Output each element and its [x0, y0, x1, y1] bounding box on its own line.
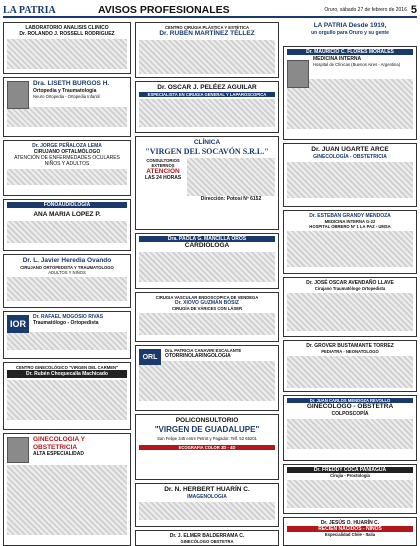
ad-doctor: Dr. L. Javier Heredia Ovando	[22, 257, 112, 264]
clinic-name: "VIRGEN DE GUADALUPE"	[154, 424, 260, 434]
ad-hospital: HOSPITAL OBRERO Nº 1 LA PAZ - UMSA	[309, 224, 391, 229]
ad-text-block	[139, 361, 275, 401]
ad-choquecalla	[3, 362, 131, 430]
ad-bustamante	[283, 340, 417, 392]
ad-policonsultorio	[135, 414, 279, 480]
ad-doctor: Dr. FREDDY COCA PANIAGUA	[287, 467, 413, 473]
ad-doctor: Dr. RUBÉN MARTÍNEZ TÉLLEZ	[159, 30, 255, 37]
ad-text-block	[7, 277, 127, 301]
ad-specialty: ESPECIALISTA EN CIRUGIA GENERAL Y LAPAROSCOPICA	[139, 92, 275, 97]
page-header	[3, 4, 417, 18]
ad-flores	[283, 46, 417, 140]
ad-revollo	[283, 395, 417, 461]
ad-text-block	[287, 356, 413, 388]
ad-penaloza	[3, 140, 131, 196]
ad-text-block	[287, 419, 413, 449]
ad-doctor: Dr. OSCAR J. PELÉEZ AGUILAR	[157, 84, 257, 91]
ad-ginecologia	[3, 433, 131, 546]
ad-specialty: GINECÓLOGO - OBSTETRA	[306, 403, 394, 410]
ad-text-block	[7, 332, 127, 350]
banner-line-2: un orgullo para Oruro y su gente	[311, 29, 389, 36]
ad-title: CIRUGIA VASCULAR ENDOSCOPICA DE VENDEGA	[155, 295, 259, 300]
ad-doctor: Dr. ESTEBAN GRANDY MENDOZA	[309, 213, 391, 219]
ad-title: POLICONSULTORIO	[175, 417, 239, 424]
ad-doctor: Dra. PATRICIA CANAVIRI ESCALANTE	[165, 348, 242, 353]
ad-specialty: GINECOLOGÍA - OBSTETRICIA	[313, 153, 387, 160]
ad-text-block	[287, 293, 413, 331]
ad-subspecialty: Neuro Ortopedia - Ortopedia Infantil	[33, 93, 100, 99]
ad-specialty: Cirujano Traumatólogo Ortopedista	[314, 286, 386, 291]
ad-text-block	[7, 221, 127, 243]
ad-laboratorio	[3, 22, 131, 74]
ad-ugarte	[283, 143, 417, 207]
ad-text-block	[7, 380, 127, 420]
ad-subspecialty: COLPOSCOPÍA	[331, 410, 369, 417]
ad-orl	[135, 345, 279, 411]
ad-subspecialty: ADULTOS Y NIÑOS	[48, 269, 86, 275]
ad-specialty: RECIÉN NACIDOS - NIÑOS	[287, 526, 413, 532]
clinic-label: CLÍNICA	[193, 139, 221, 146]
ad-specialty: Cirujía - Proctología	[330, 473, 370, 478]
ad-specialty: MEDICINA INTERNA	[313, 56, 362, 62]
ad-grandy	[283, 210, 417, 274]
ad-hospital: Hospital de Clínicas (Buenos Aires - Argentina)	[313, 62, 401, 67]
ad-subtitle: ALTA ESPECIALIDAD	[33, 451, 85, 457]
ad-description: ATENCIÓN DE ENFERMEDADES OCULARES NIÑOS Y ADULTOS	[14, 155, 120, 167]
ad-huarin-imagen	[135, 483, 279, 527]
ad-doctor: Dr. ROLANDO J. ROSSELL RODRIGUEZ	[19, 31, 115, 37]
doctor-photo	[287, 60, 309, 88]
ad-specialty: IMAGENOLOGIA	[187, 493, 227, 500]
ad-specialty: MEDICINA INTERNA G-22	[324, 219, 376, 224]
ad-clinica-socavon	[135, 136, 279, 230]
ad-plastica	[135, 22, 279, 78]
section-title: AVISOS PROFESIONALES	[98, 4, 230, 16]
banner-line-1: LA PATRIA Desde 1919,	[313, 22, 387, 29]
ad-text-block	[287, 480, 413, 508]
ior-logo: IOR	[7, 315, 29, 333]
ad-specialty: GINECÓLOGO OBSTETRA	[180, 539, 234, 544]
ad-doctor: Dr. Rubén Choquecalla Machicado	[7, 370, 127, 378]
ad-doctor: Dra. PAOLA G. MANCILLA OROS	[139, 236, 275, 242]
ad-text-block	[287, 162, 413, 198]
ad-doctor: Dr. JUAN CARLOS MENDOZA REVOLLO	[287, 398, 413, 403]
ad-subspecialty: Especialidad Chile - Italia	[324, 532, 376, 537]
ad-specialty: Traumatólogo - Ortopedista	[33, 320, 99, 326]
clinic-attention: ATENCIÓN	[146, 167, 180, 175]
ad-avendano	[283, 277, 417, 337]
ad-specialty: CARDIOLOGA	[184, 242, 230, 249]
clinic-name: "VIRGEN DEL SOCAVÓN S.R.L."	[145, 146, 269, 156]
ad-specialty: Ortopedia y Traumatología	[33, 87, 97, 94]
ad-title: CENTRO GINECOLÓGICO "VIRGEN DEL CARMEN"	[15, 365, 119, 370]
banner-la-patria	[283, 22, 417, 44]
ad-doctor: Dr. RAFAEL MOGOSIO RIVAS	[33, 314, 104, 320]
clinic-emblem	[7, 437, 29, 463]
clinic-address: San Felipe 345 entre Petrot y Pagador. Telf. 52 65201	[157, 435, 257, 441]
ad-text-block	[139, 40, 275, 74]
ad-title: GINECOLOGIA Y OBSTETRICIA	[33, 436, 85, 451]
ad-doctor: ANA MARIA LOPEZ P.	[33, 211, 101, 218]
ad-subtitle: CIRUGÍA DE VÁRICES CON LÁSER	[171, 306, 243, 311]
ad-doctor: Dr. GROVER BUSTAMANTE TORREZ	[306, 343, 394, 349]
ad-liseth-burgos	[3, 77, 131, 137]
ad-vascular	[135, 292, 279, 342]
ad-text-block	[7, 107, 127, 127]
ad-paniagua	[283, 464, 417, 514]
ad-ior	[3, 311, 131, 359]
ad-title: LABORATORIO ANALISIS CLINICO	[25, 25, 109, 31]
ad-fonoaudiologia	[3, 199, 131, 251]
ad-doctor: Dr. J. ELMER BALDERRAMA C.	[169, 533, 245, 539]
ad-specialty: CIRUJANO OFTALMÓLOGO	[33, 149, 101, 155]
ad-specialty: PEDIATRA - NEONATOLOGO	[321, 349, 379, 354]
ad-doctor: Dra. LISETH BURGOS H.	[33, 80, 110, 87]
ad-specialty: CIRUJANO ORTOPEDISTA Y TRAUMATOLOGO	[20, 264, 114, 270]
page-number: 5	[410, 4, 417, 16]
clinic-hours: LAS 24 HORAS	[144, 175, 182, 181]
ad-specialty: OTORRINOLARINGOLOGIA	[165, 353, 231, 359]
ad-mancilla	[135, 233, 279, 289]
ad-title: FONOAUDIOLOGIA	[7, 202, 127, 208]
ad-banner: ECOGRAFIA COLOR 3D - 4D	[139, 445, 275, 450]
ad-huarin-ninos	[283, 517, 417, 546]
orl-logo: ORL	[139, 349, 161, 365]
ad-text-block	[7, 39, 127, 69]
ad-text-block	[7, 169, 127, 185]
clinic-outpatient: CONSULTORIOS EXTERNOS	[146, 157, 180, 168]
ad-aguilar	[135, 81, 279, 133]
ad-doctor: Dr. XIOVO GUZMÁN BÓSIZ	[175, 300, 239, 306]
ad-text-block	[139, 313, 275, 335]
ad-title: CENTRO CIRUGIA PLÁSTICA Y ESTÉTICA	[165, 25, 249, 30]
ad-doctor: Dr. JORGE PEÑALOZA LEMA	[32, 143, 102, 149]
ad-balderrama	[135, 530, 279, 546]
newspaper-name: LA PATRIA	[3, 4, 56, 16]
ad-doctor: Dr. MAURICIO C. FLORES MORALES	[287, 49, 413, 55]
ad-text-block	[139, 252, 275, 282]
clinic-address: Dirección: Potosí Nº 6152	[200, 195, 262, 202]
ad-text-block	[187, 158, 275, 196]
ad-text-block	[139, 99, 275, 127]
issue-date: Oruro, sábado 27 de febrero de 2016	[324, 7, 407, 13]
ad-doctor: Dr. N. HERBERT HUARÍN C.	[164, 486, 250, 493]
ad-text-block	[287, 231, 413, 267]
doctor-photo	[7, 81, 29, 109]
ad-heredia	[3, 254, 131, 308]
ad-doctor: Dr. JOSÉ OSCAR AVENDAÑO LLAVE	[306, 280, 394, 286]
ad-doctor: Dr. JUAN UGARTE ARCE	[311, 146, 389, 153]
ad-doctor: Dr. JESÚS O. HUARÍN C.	[320, 520, 380, 526]
ad-text-block	[139, 502, 275, 520]
ad-text-block	[7, 465, 127, 535]
